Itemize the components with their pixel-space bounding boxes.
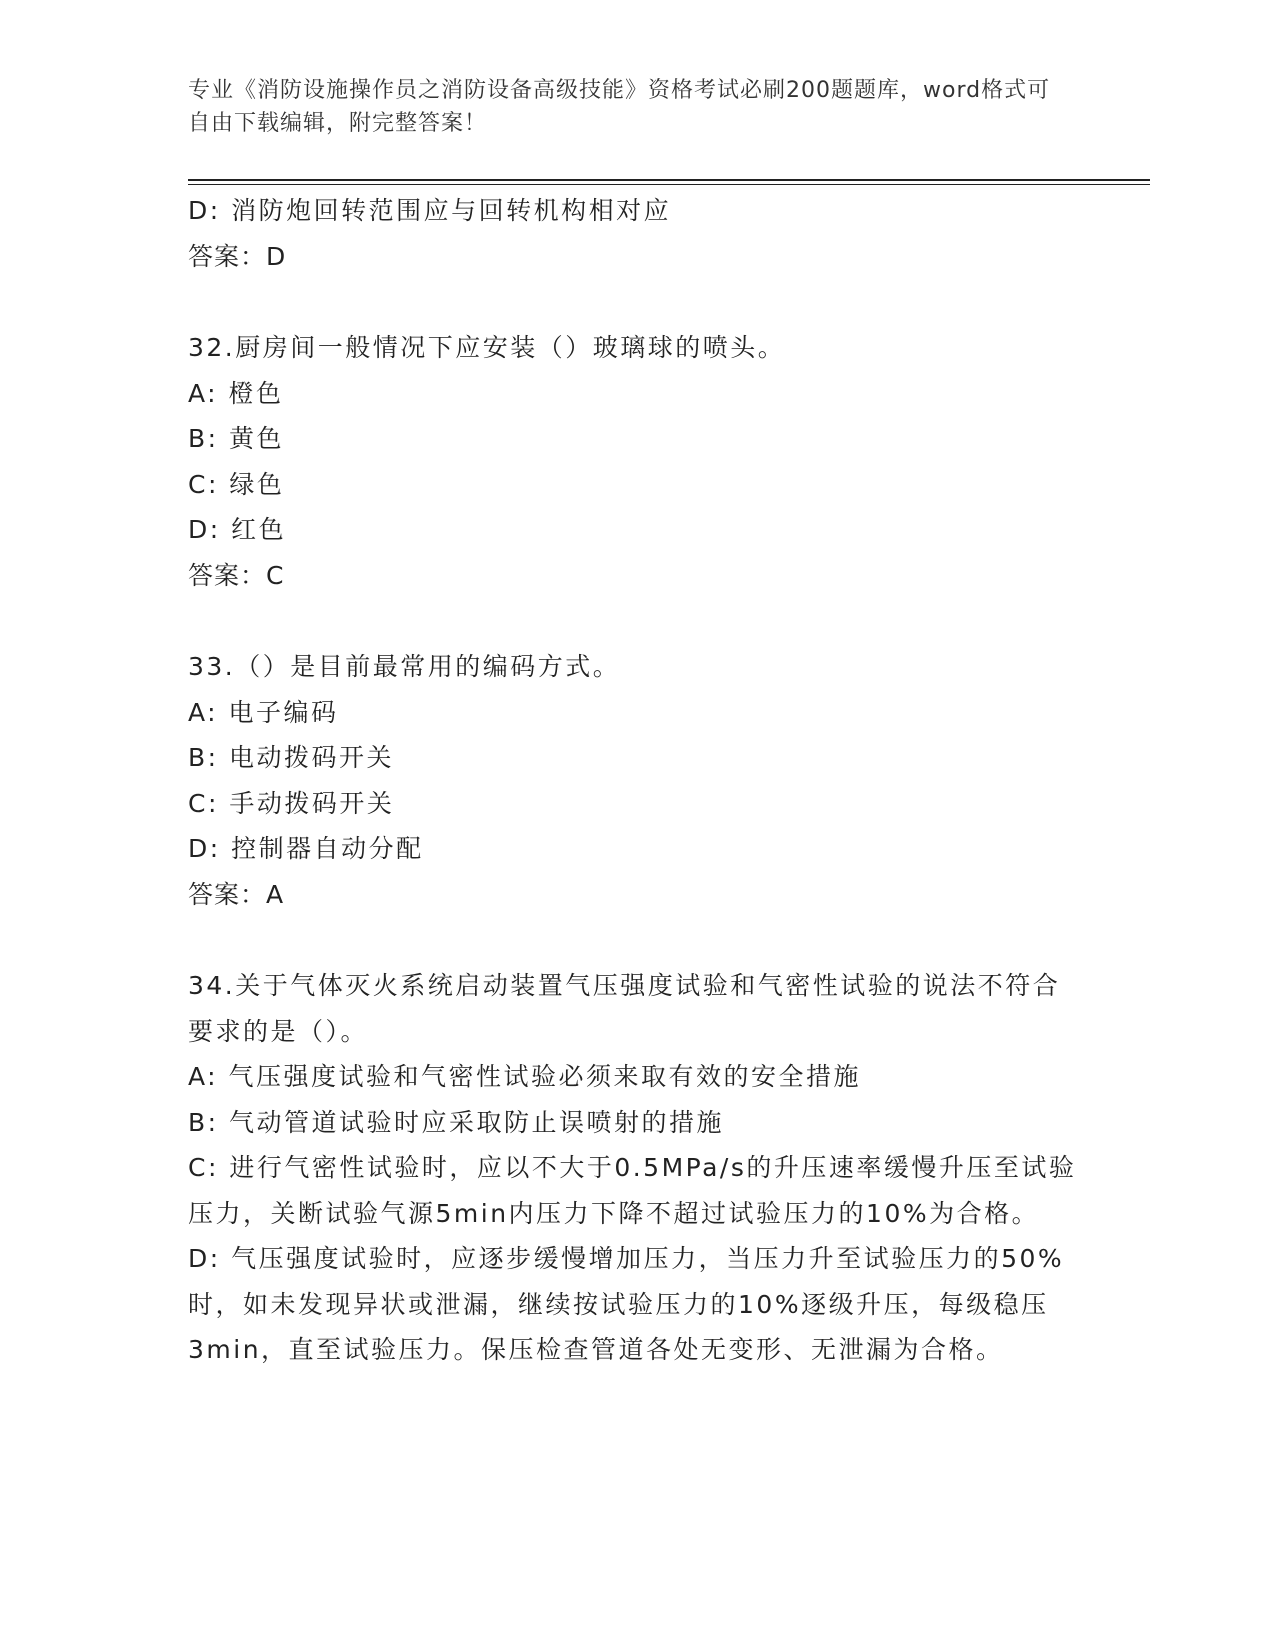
- option-b: B: 黄色: [188, 424, 285, 453]
- option-b: B: 气动管道试验时应采取防止误喷射的措施: [188, 1107, 725, 1137]
- option-a: A: 气压强度试验和气密性试验必须来取有效的安全措施: [188, 1062, 862, 1091]
- prev-question-option-d: D: 消防炮回转范围应与回转机构相对应: [188, 196, 672, 225]
- option-c: C: 绿色: [188, 469, 285, 499]
- option-a: A: 橙色: [188, 378, 284, 408]
- option-c: C: 手动拨码开关: [188, 788, 395, 818]
- question-stem: 32.厨房间一般情况下应安装（）玻璃球的喷头。: [188, 333, 786, 362]
- question-answer: 答案：C: [188, 560, 285, 590]
- question-34: [188, 963, 1078, 1373]
- option-d: D: 控制器自动分配: [188, 834, 424, 863]
- question-32: [188, 325, 1078, 598]
- question-33: [188, 644, 1078, 917]
- option-d: D: 红色: [188, 515, 287, 544]
- question-stem: 33.（）是目前最常用的编码方式。: [188, 652, 621, 681]
- question-answer: 答案：A: [188, 879, 285, 909]
- option-d: D: 气压强度试验时，应逐步缓慢增加压力，当压力升至试验压力的50%时，如未发现异状或泄漏，继续按试验压力的10%逐级升压，每级稳压3min，直至试验压力。保压检查管道各处无变形、无泄漏为合格。: [188, 1244, 1065, 1364]
- question-stem: 34.关于气体灭火系统启动装置气压强度试验和气密性试验的说法不符合要求的是（）。: [188, 971, 1061, 1046]
- header-rule-thick: [188, 179, 1150, 181]
- option-c: C: 进行气密性试验时，应以不大于0.5MPa/s的升压速率缓慢升压至试验压力，关断试验气源5min内压力下降不超过试验压力的10%为合格。: [188, 1153, 1077, 1228]
- prev-question-answer: 答案：D: [188, 241, 287, 271]
- option-b: B: 电动拨码开关: [188, 743, 395, 772]
- document-body: [188, 188, 1078, 1373]
- header-rule-thin: [188, 184, 1150, 185]
- option-a: A: 电子编码: [188, 697, 339, 727]
- document-header: 专业《消防设施操作员之消防设备高级技能》资格考试必刷200题题库，word格式可自由下载编辑，附完整答案！: [188, 78, 1051, 136]
